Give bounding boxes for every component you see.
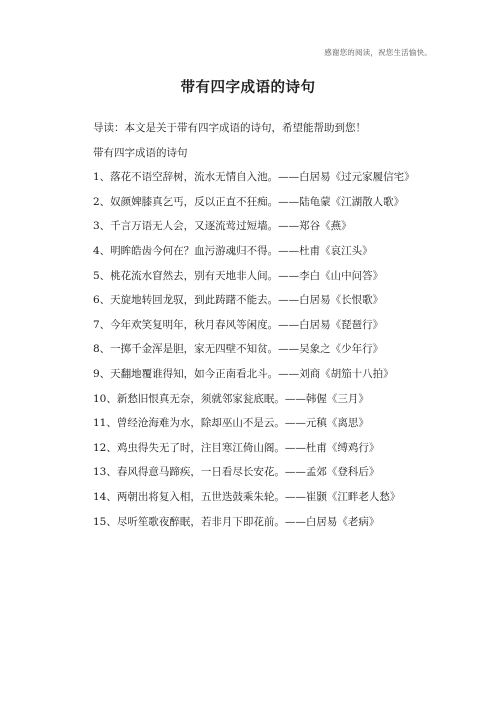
section-subtitle: 带有四字成语的诗句: [93, 146, 188, 159]
poem-line-item: 13、春风得意马蹄疾，一日看尽长安花。——孟郊《登科后》: [93, 466, 380, 479]
poem-line-item: 14、两朝出将复入相，五世迭鼓乘朱轮。——崔颢《江畔老人愁》: [93, 490, 401, 503]
poem-line-item: 3、千言万语无人会，又逐流莺过短墙。——郑谷《燕》: [93, 220, 352, 233]
poem-line-item: 4、明眸皓齿今何在？血污游魂归不得。——杜甫《哀江头》: [93, 244, 373, 257]
poem-line-item: 6、天旋地转回龙驭，到此踌躇不能去。——白居易《长恨歌》: [93, 294, 384, 307]
poem-line-item: 15、尽听笙歌夜醉眠，若非月下即花前。——白居易《老病》: [93, 515, 380, 528]
document-body: [71, 116, 441, 534]
poem-line-item: 10、新愁旧恨真无奈，须就邻家瓮底眠。——韩偓《三月》: [93, 392, 369, 405]
header-note: 感谢您的阅读，祝您生活愉快。: [324, 48, 432, 57]
poem-line-item: 7、今年欢笑复明年，秋月春风等闲度。——白居易《琵琶行》: [93, 318, 384, 331]
intro-paragraph: 导读：本文是关于带有四字成语的诗句，希望能帮助到您！: [93, 122, 366, 134]
poem-line-item: 11、曾经沧海难为水，除却巫山不是云。——元稹《离思》: [93, 417, 369, 430]
page-title: 带有四字成语的诗句: [180, 80, 316, 96]
poem-line-item: 9、天翻地覆谁得知，如今正南看北斗。——刘商《胡笳十八拍》: [93, 367, 394, 380]
poem-line-item: 1、落花不语空辞树，流水无情自入池。——白居易《过元家履信宅》: [93, 171, 415, 184]
poem-line-item: 2、奴颜婢膝真乞丐，反以正直不狂痴。——陆龟蒙《江湖散人歌》: [93, 195, 405, 208]
poem-line-item: 8、一掷千金浑是胆，家无四壁不知贫。——吴象之《少年行》: [93, 343, 384, 356]
poem-line-item: 5、桃花流水窅然去，别有天地非人间。——李白《山中问答》: [93, 269, 384, 282]
poem-line-item: 12、鸡虫得失无了时，注目寒江倚山阁。——杜甫《缚鸡行》: [93, 441, 380, 454]
